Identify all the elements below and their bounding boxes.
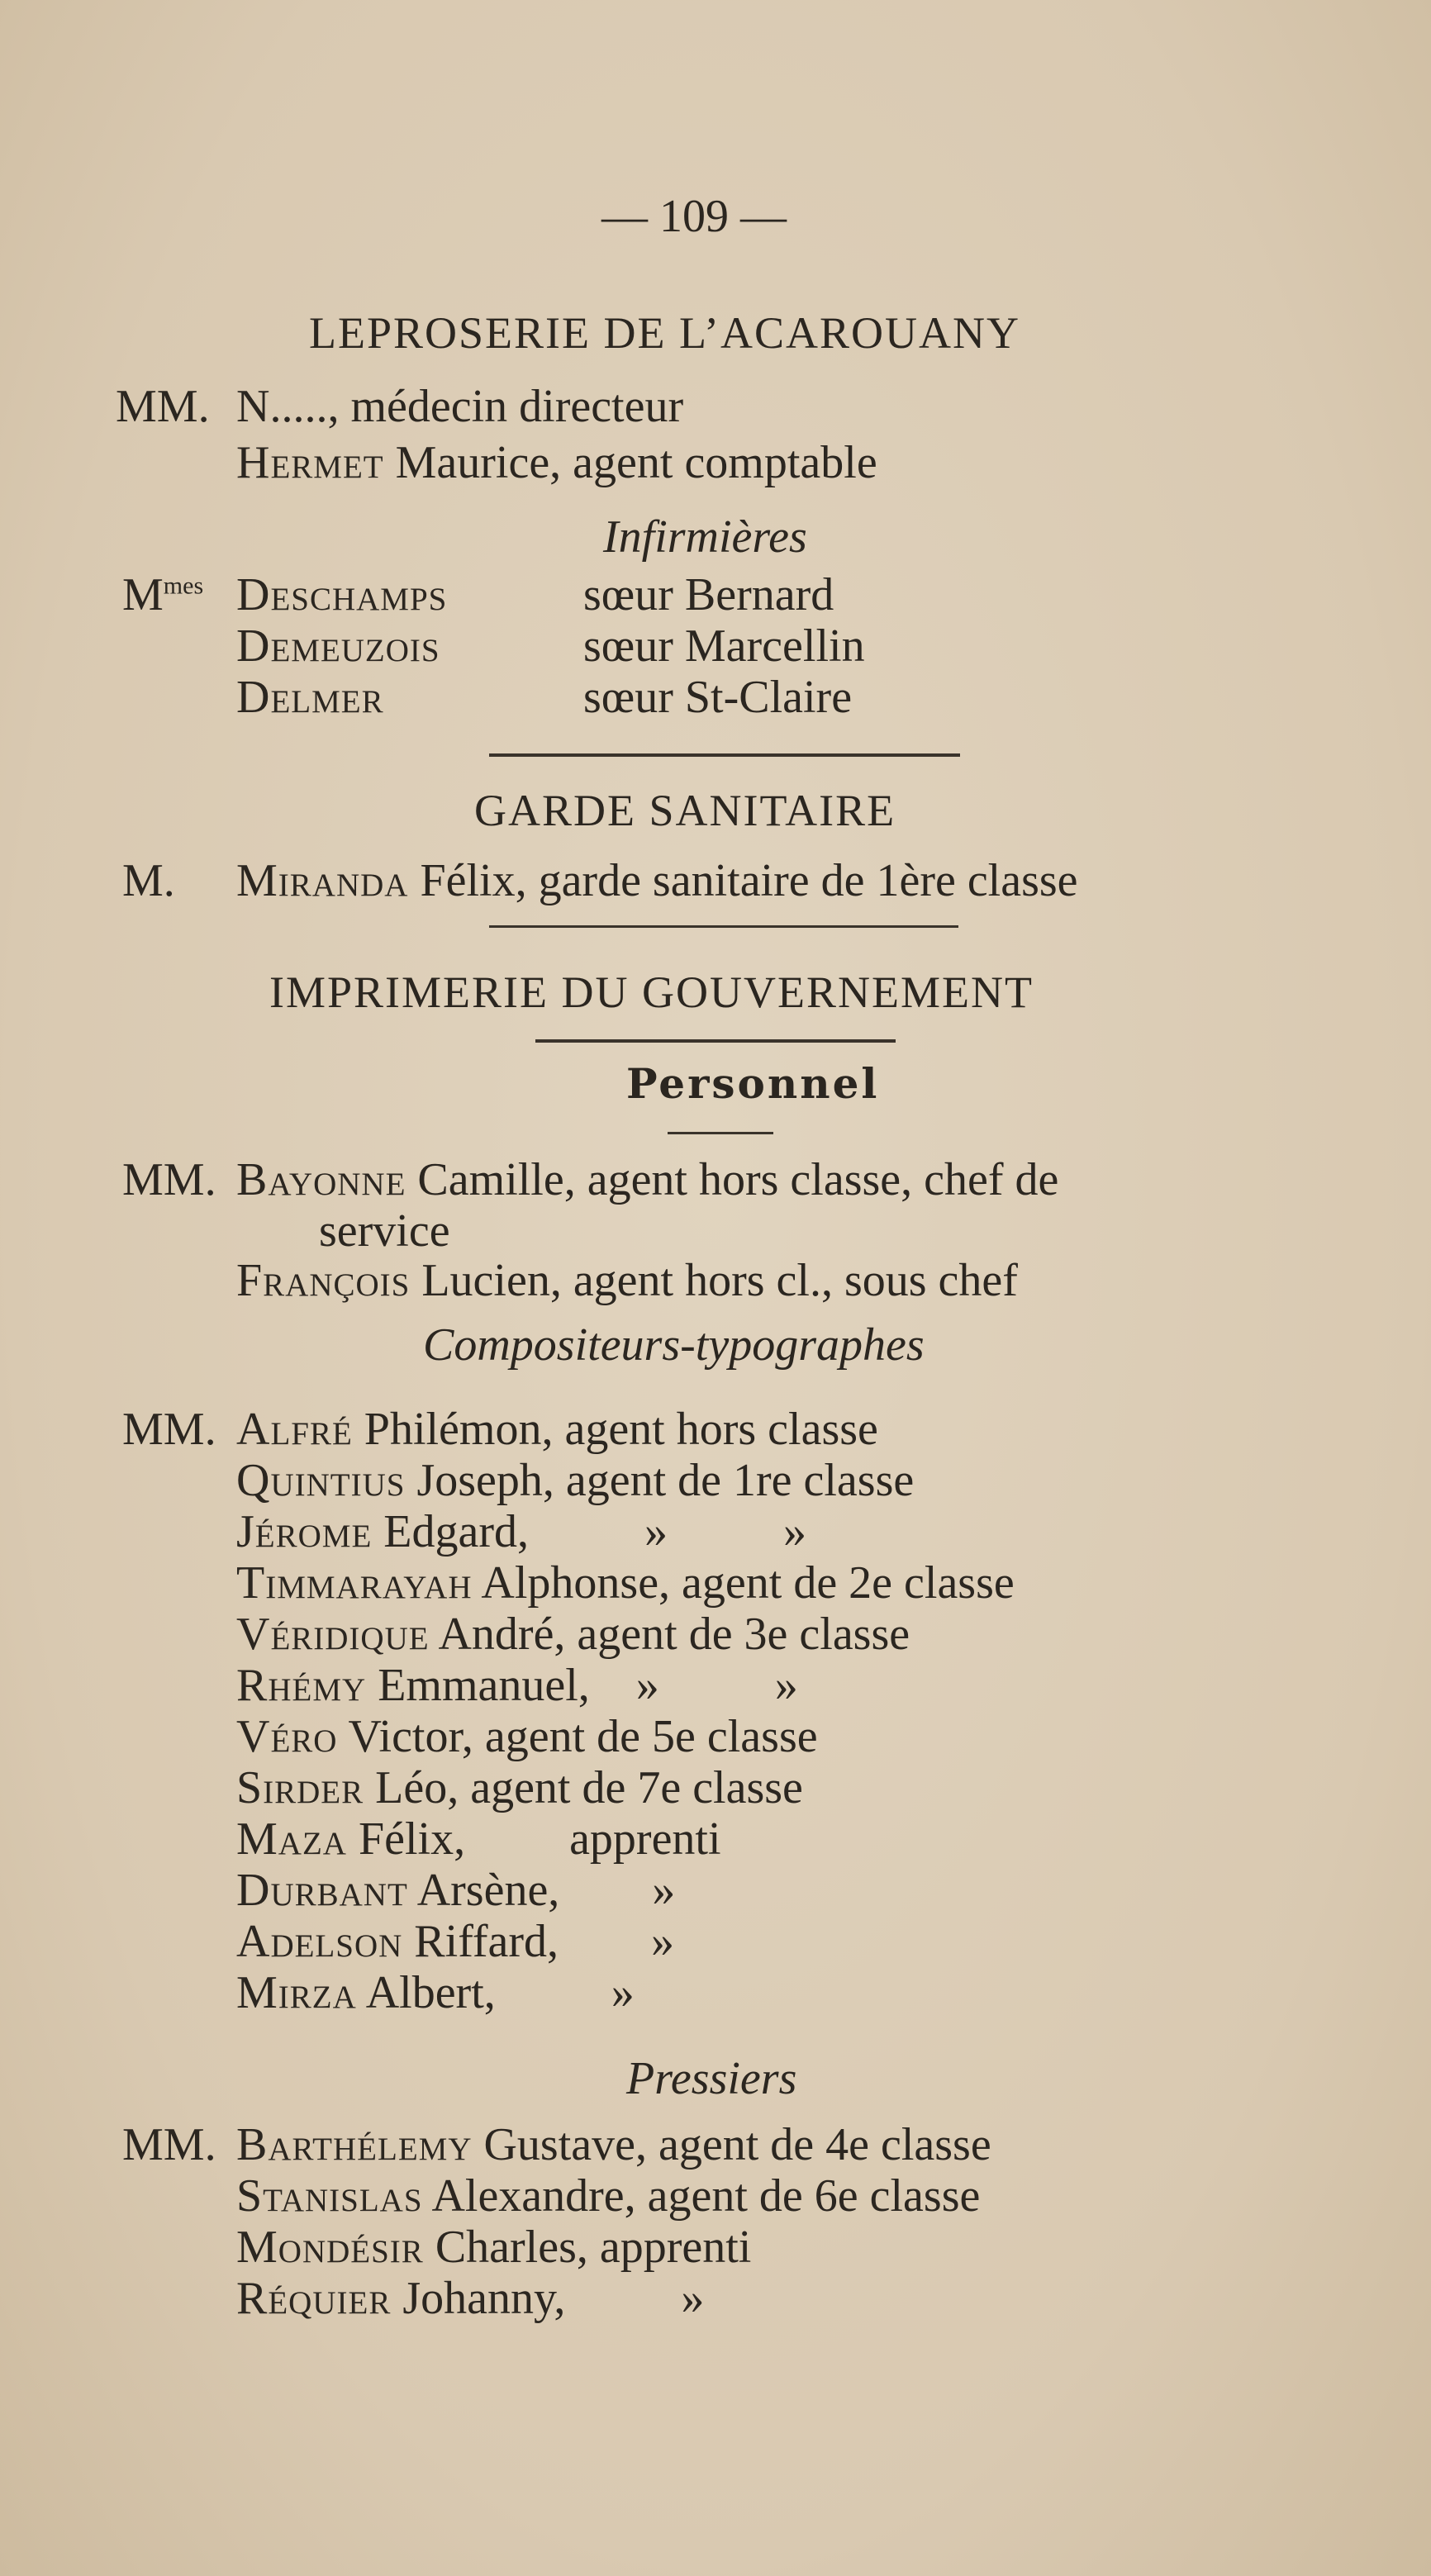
entry-name: Bayonne	[236, 1154, 406, 1205]
entry-rest: Arsène, »	[407, 1865, 676, 1916]
entry-line	[236, 1256, 1018, 1305]
entry-line	[236, 1155, 1058, 1205]
entry-name: Véridique	[236, 1609, 430, 1660]
subheading-pressiers: Pressiers	[626, 2053, 797, 2104]
entry-name: Quintius	[236, 1455, 406, 1506]
list-item	[236, 1404, 878, 1454]
entry-name: Réquier	[236, 2273, 392, 2324]
entry-rest: Albert, »	[356, 1967, 635, 2018]
entry-name: Hermet	[236, 437, 384, 488]
list-item	[236, 2274, 704, 2323]
entry-name: N.....	[236, 381, 328, 432]
entry-rest: Gustave, agent de 4e classe	[472, 2119, 991, 2170]
entry-rest: Lucien, agent hors cl., sous chef	[410, 1255, 1018, 1306]
list-item	[236, 1456, 914, 1505]
subheading-compositeurs: Compositeurs-typographes	[423, 1319, 925, 1371]
entry-name: Adelson	[236, 1916, 403, 1967]
entry-rest: Philémon, agent hors classe	[352, 1404, 878, 1455]
nurse-name: Delmer	[236, 672, 384, 723]
entry-rest: Maurice, agent comptable	[383, 437, 877, 488]
list-item	[236, 1917, 674, 1966]
entry-rest: Félix, garde sanitaire de 1ère classe	[408, 855, 1078, 906]
nurse-name: Deschamps	[236, 569, 448, 620]
entry-rest: Camille, agent hors classe, chef de	[406, 1154, 1059, 1205]
entry-name: Véro	[236, 1711, 338, 1762]
entry-rest: Johanny, »	[391, 2273, 705, 2324]
entry-prefix: MM.	[122, 1154, 216, 1205]
entry-prefix: MM.	[122, 2119, 216, 2170]
nurse-name: Demeuzois	[236, 620, 440, 672]
divider	[489, 753, 960, 757]
entry-name: Alfré	[236, 1404, 353, 1455]
entry-name: Timmarayah	[236, 1557, 473, 1609]
entry-rest: André, agent de 3e classe	[429, 1609, 910, 1660]
entry-rest: Alexandre, agent de 6e classe	[422, 2170, 981, 2222]
list-item	[236, 1763, 803, 1813]
entry-rest: Léo, agent de 7e classe	[364, 1762, 803, 1813]
entry-line	[236, 382, 683, 431]
list-item	[236, 1609, 910, 1659]
entry-rest: Charles, apprenti	[423, 2222, 752, 2273]
list-item	[236, 2171, 980, 2221]
section-title-leproserie: LEPROSERIE DE L’ACAROUANY	[309, 308, 1021, 358]
list-item	[236, 1507, 806, 1557]
entry-name: Rhémy	[236, 1660, 367, 1711]
entry-rest: , médecin directeur	[327, 381, 684, 432]
list-item	[236, 1661, 798, 1710]
entry-line	[236, 856, 1078, 905]
entry-prefix: MM.	[116, 381, 210, 432]
entry-name: Mirza	[236, 1967, 357, 2018]
page-number: — 109 —	[601, 191, 787, 242]
entry-rest: Riffard, »	[402, 1916, 674, 1967]
entry-name: Maza	[236, 1813, 347, 1865]
nurse-title: sœur Marcellin	[583, 620, 865, 672]
section-title-garde: GARDE SANITAIRE	[474, 786, 896, 835]
entry-line: service	[319, 1205, 450, 1257]
section-title-imprimerie: IMPRIMERIE DU GOUVERNEMENT	[269, 967, 1034, 1017]
subheading-personnel: Personnel	[626, 1059, 880, 1108]
divider	[668, 1132, 773, 1134]
entry-rest: Edgard, » »	[372, 1506, 807, 1557]
list-item	[236, 1814, 721, 1864]
entry-name: Stanislas	[236, 2170, 423, 2222]
divider	[535, 1039, 896, 1043]
entry-prefix: M.	[122, 855, 175, 906]
entry-name: Mondésir	[236, 2222, 424, 2273]
nurse-title: sœur St-Claire	[583, 672, 853, 723]
entry-name: Sirder	[236, 1762, 364, 1813]
list-item	[236, 1558, 1015, 1608]
entry-line	[116, 382, 210, 431]
entry-name: Miranda	[236, 855, 409, 906]
mmes-prefix: $M^{mes}$	[122, 569, 204, 620]
nurse-title: sœur Bernard	[583, 569, 834, 620]
entry-prefix: MM.	[122, 1404, 216, 1455]
list-item	[236, 2120, 991, 2170]
entry-name: Jérome	[236, 1506, 373, 1557]
divider	[489, 925, 958, 928]
subheading-infirmieres: Infirmières	[603, 511, 807, 563]
entry-name: François	[236, 1255, 411, 1306]
entry-line	[236, 438, 877, 487]
entry-rest: Joseph, agent de 1re classe	[405, 1455, 915, 1506]
entry-name: Barthélemy	[236, 2119, 473, 2170]
list-item	[236, 1865, 675, 1915]
entry-rest: Emmanuel, » »	[366, 1660, 798, 1711]
list-item	[236, 1968, 635, 2018]
list-item	[236, 2222, 751, 2272]
entry-rest: Alphonse, agent de 2e classe	[472, 1557, 1015, 1609]
entry-name: Durbant	[236, 1865, 408, 1916]
entry-rest: Victor, agent de 5e classe	[337, 1711, 818, 1762]
entry-rest: Félix, apprenti	[346, 1813, 721, 1865]
list-item	[236, 1712, 818, 1761]
